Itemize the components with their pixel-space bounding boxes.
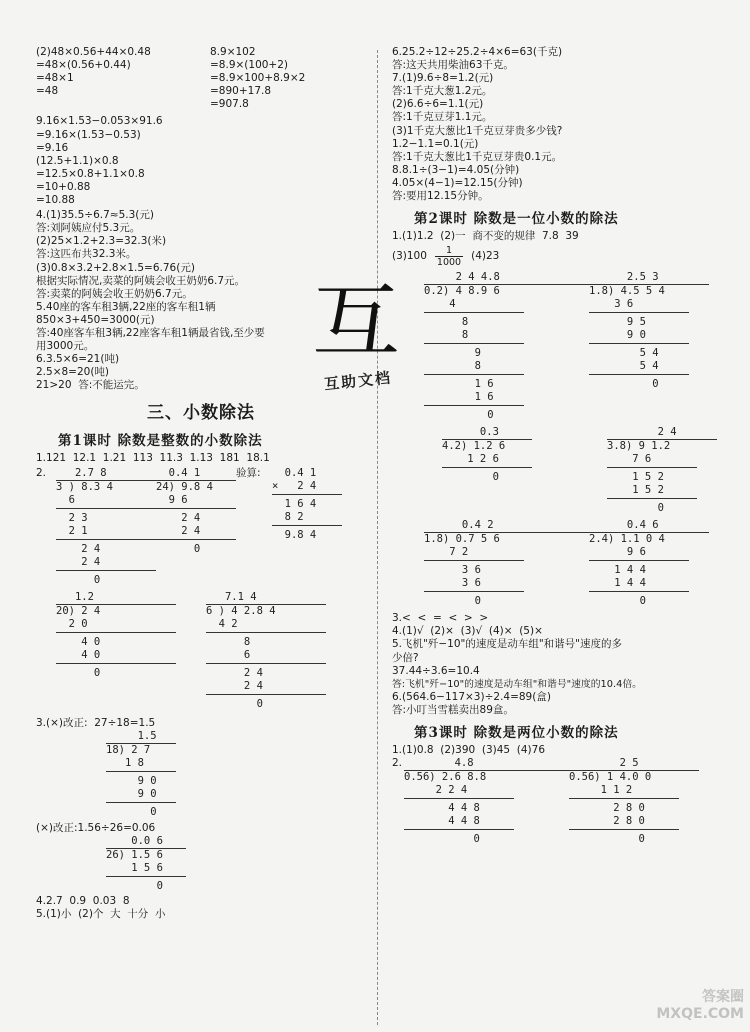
div-row: 2 0 <box>56 617 88 630</box>
answer-line: (3)0.8×3.2+2.8×1.5=6.76(元) <box>36 261 195 274</box>
answer-line: 答:1千克大葱比1千克豆芽贵0.1元。 <box>392 150 563 163</box>
div-row: 1 5 2 <box>607 484 664 497</box>
long-division-e <box>206 591 326 711</box>
div-row: 0 <box>607 502 664 515</box>
div-rule <box>56 663 176 664</box>
div-rule <box>424 560 524 561</box>
lesson2-div-row2 <box>392 426 722 515</box>
fraction-numerator: 1 <box>445 244 453 256</box>
q2-label: 2. <box>36 466 47 479</box>
watermark-logo <box>298 275 428 402</box>
div-rule <box>106 876 186 877</box>
watermark-glyph: 互 <box>312 275 400 368</box>
answer-line: 答:1千克大葱1.2元。 <box>392 85 493 98</box>
lesson-1-title: 第1课时 除数是整数的小数除法 <box>58 433 263 450</box>
div-row: 3.8) 9 1.2 <box>607 439 717 453</box>
div-row: 7 2 <box>424 546 469 559</box>
div-row: 1 1 2 <box>569 784 633 797</box>
div-row: 0 <box>569 833 645 846</box>
answer-line: 答:刘阿姨应付5.3元。 <box>36 222 141 235</box>
div-rule <box>589 312 689 313</box>
long-division-m <box>589 519 709 608</box>
div-row: 7.1 4 <box>206 590 257 603</box>
div-row: 0 <box>106 879 163 892</box>
div-rule <box>424 591 524 592</box>
verify-multiplication <box>272 467 342 587</box>
lesson2-q5-line: 37.44÷3.6=10.4 <box>392 664 480 677</box>
right-column <box>392 46 722 846</box>
div-rule <box>56 508 156 509</box>
fraction-denominator: 1000 <box>436 256 462 268</box>
lesson2-q1a: 1.(1)1.2 (2)一 商不变的规律 7.8 39 <box>392 230 579 243</box>
div-row: 2 4 <box>607 426 677 439</box>
lesson1-q3b: (×)改正:1.56÷26=0.06 <box>36 821 156 834</box>
div-rule <box>607 498 697 499</box>
long-division-f <box>106 730 366 819</box>
div-row: 2 1 <box>56 524 88 537</box>
div-rule <box>404 798 514 799</box>
div-row: 5 4 <box>589 347 659 360</box>
verify-label: 验算: <box>236 466 261 479</box>
answer-line: 4.(1)35.5÷6.7≈5.3(元) <box>36 209 154 222</box>
div-row: 1.2 <box>56 590 94 603</box>
div-row: 5 4 <box>589 360 659 373</box>
div-rule <box>206 663 326 664</box>
lesson-3-title: 第3课时 除数是两位小数的除法 <box>414 724 619 741</box>
div-row: 1 6 <box>424 391 494 404</box>
lesson1-q4: 4.2.7 0.9 0.03 8 <box>36 894 130 907</box>
calc-line: =890+17.8 <box>210 85 272 98</box>
div-row: 8 <box>424 316 469 329</box>
div-row: 2 4 <box>156 524 201 537</box>
div-rule <box>569 798 679 799</box>
div-row: 9 <box>424 347 481 360</box>
lesson2-q4: 4.(1)√ (2)× (3)√ (4)× (5)× <box>392 625 543 638</box>
mult-rule <box>272 494 342 495</box>
mult-rule <box>272 525 342 526</box>
calc-line: =8.9×100+8.9×2 <box>210 72 306 85</box>
div-row: 26) 1.5 6 <box>106 848 186 862</box>
answer-line: 8.8.1÷(3−1)=4.05(分钟) <box>392 163 520 176</box>
div-rule <box>156 508 236 509</box>
div-row: 0 <box>424 595 481 608</box>
lesson2-q5-line: 5.飞机"歼−10"的速度是动车组"和谐号"速度的多 <box>392 638 622 651</box>
long-division-d <box>56 591 176 711</box>
div-rule <box>106 802 176 803</box>
div-rule <box>424 343 524 344</box>
div-row: 8 <box>424 360 481 373</box>
div-rule <box>589 591 689 592</box>
calc-line: 9.16×1.53−0.053×91.6 <box>36 115 163 128</box>
answer-line: 答:这天共用柴油63千克。 <box>392 59 514 72</box>
div-row: 4 4 8 <box>404 802 480 815</box>
div-row: 0.3 <box>442 426 499 439</box>
div-row: 0.2) 4 8.9 6 <box>424 284 589 298</box>
div-row: 8 <box>206 635 251 648</box>
lesson2-q5-line: 答:飞机"歼−10"的速度是动车组"和谐号"速度的10.4倍。 <box>392 678 642 690</box>
div-row: 0 <box>156 542 201 555</box>
div-row: 2 4 <box>206 679 263 692</box>
fraction <box>435 245 463 268</box>
left-column <box>36 46 366 921</box>
answer-line: 2.5×8=20(吨) <box>36 366 110 379</box>
answer-line: 6.3.5×6=21(吨) <box>36 353 120 366</box>
bottom-logo <box>624 986 744 1026</box>
div-rule <box>156 539 236 540</box>
answer-line: 6.25.2÷12÷25.2÷4×6=63(千克) <box>392 46 563 58</box>
div-row: 2 2 4 <box>404 784 468 797</box>
answer-line: 5.40座的客车租3辆,22座的客车租1辆 <box>36 300 216 313</box>
div-row: 0 <box>56 573 101 586</box>
div-row: 4 4 8 <box>404 815 480 828</box>
answer-line: 7.(1)9.6÷8=1.2(元) <box>392 72 494 85</box>
answer-line: (3)1千克大葱比1千克豆芽贵多少钱? <box>392 124 563 137</box>
mult-row: 1 6 4 <box>272 497 317 510</box>
div-row: 2 4 <box>156 511 201 524</box>
div-row: 1.5 <box>106 729 157 742</box>
bottom-logo-text: 答案圈 MXQE.COM <box>656 989 744 1022</box>
lesson-2-title: 第2课时 除数是一位小数的除法 <box>414 211 619 228</box>
long-division-k <box>607 426 717 515</box>
answer-part: (4)23 <box>471 250 500 263</box>
lesson2-q5-line: 少倍? <box>392 651 419 664</box>
div-row: 1 5 6 <box>106 861 163 874</box>
calc-line: =9.16 <box>36 141 69 154</box>
answer-line: 21>20 答:不能运完。 <box>36 379 145 392</box>
div-row: 20) 2 4 <box>56 604 176 618</box>
lesson1-q3a: 3.(×)改正: 27÷18=1.5 <box>36 716 156 729</box>
div-row: 1 6 <box>424 378 494 391</box>
long-division-h <box>424 271 589 422</box>
div-row: 9 6 <box>589 546 646 559</box>
div-row: 2 5 <box>569 757 639 770</box>
div-rule <box>404 829 514 830</box>
lesson2-div-row1 <box>392 271 722 422</box>
div-row: 0.4 6 <box>589 519 659 532</box>
long-division-l <box>424 519 589 608</box>
mult-row: 0.4 1 <box>272 466 317 479</box>
div-row: 0.56) 1 4.0 0 <box>569 770 699 784</box>
answer-line: 1.2−1.1=0.1(元) <box>392 137 479 150</box>
div-row: 0 <box>56 666 101 679</box>
div-row: 1 8 <box>106 756 144 769</box>
calc-line: =48×1 <box>36 72 74 85</box>
div-row: 9 6 <box>156 493 188 506</box>
div-row: 9 0 <box>106 774 157 787</box>
div-row: 2 8 0 <box>569 802 645 815</box>
div-row: 2 4 <box>56 555 101 568</box>
div-row: 2 4 <box>206 666 263 679</box>
div-row: 4.8 <box>404 757 474 770</box>
answer-line: 答:要用12.15分钟。 <box>392 190 489 203</box>
div-rule <box>56 570 156 571</box>
calc-line: =10.88 <box>36 194 75 207</box>
div-row: 3 6 <box>424 577 481 590</box>
mult-row: 9.8 4 <box>272 528 317 541</box>
div-row: 2.4) 1.1 0 4 <box>589 532 709 546</box>
answer-line: 答:卖菜的阿姨会收王奶奶6.7元。 <box>36 287 193 300</box>
long-division-o <box>569 757 699 846</box>
div-rule <box>589 374 689 375</box>
div-row: 1 2 6 <box>442 453 499 466</box>
calc-line: =8.9×(100+2) <box>210 59 289 72</box>
div-row: 2 4 4.8 <box>424 271 500 284</box>
div-row: 4 0 <box>56 635 101 648</box>
div-row: 0.0 6 <box>106 834 163 847</box>
div-row: 4 <box>424 298 456 311</box>
mult-row: × 2 4 <box>272 479 317 492</box>
div-row: 0 <box>206 697 263 710</box>
answer-line: 答:1千克豆芽1.1元。 <box>392 111 493 124</box>
calc-line: =907.8 <box>210 98 249 111</box>
lesson1-q2-row <box>36 467 366 587</box>
div-row: 0 <box>404 833 480 846</box>
div-row: 2.7 8 <box>56 466 107 479</box>
div-row: 0 <box>442 471 499 484</box>
answer-line: (2)6.6÷6=1.1(元) <box>392 98 484 111</box>
calc-89 <box>210 46 305 111</box>
div-row: 4.2) 1.2 6 <box>442 439 532 453</box>
answer-line: 答:40座客车租3辆,22座客车租1辆最省钱,至少要 <box>36 326 265 339</box>
mult-row: 8 2 <box>272 510 304 523</box>
lesson1-q1: 1.121 12.1 1.21 113 11.3 1.13 181 18.1 <box>36 452 270 465</box>
calc-line: (2)48×0.56+44×0.48 <box>36 46 151 58</box>
section-title: 三、小数除法 <box>147 403 255 424</box>
calc-line: =48 <box>36 85 59 98</box>
div-rule <box>424 374 524 375</box>
div-row: 4 0 <box>56 648 101 661</box>
lesson1-q2-row2 <box>56 591 366 711</box>
q2-calc-pair <box>36 46 366 111</box>
div-row: 9 5 <box>589 316 646 329</box>
div-row: 0.56) 2.6 8.8 <box>404 770 569 784</box>
lesson2-div-row3 <box>392 519 722 608</box>
q2-label: 2. <box>392 757 403 770</box>
lesson2-q6-line: 答:小叮当雪糕卖出89盒。 <box>392 703 514 716</box>
div-row: 1.8) 4.5 5 4 <box>589 284 709 298</box>
div-row: 24) 9.8 4 <box>156 480 236 494</box>
calc-line: =10+0.88 <box>36 180 91 193</box>
div-rule <box>589 560 689 561</box>
div-row: 18) 2 7 <box>106 743 176 757</box>
div-rule <box>56 539 156 540</box>
watermark-text: 互助文档 <box>323 368 393 394</box>
div-row: 2 3 <box>56 511 88 524</box>
div-row: 4 2 <box>206 617 238 630</box>
div-row: 0 <box>589 378 659 391</box>
calc-line: =9.16×(1.53−0.53) <box>36 128 141 141</box>
div-row: 0 <box>106 805 157 818</box>
calc-line: 8.9×102 <box>210 46 256 58</box>
answer-line: (2)25×1.2+2.3=32.3(米) <box>36 235 167 248</box>
div-row: 2.5 3 <box>589 271 659 284</box>
div-rule <box>56 632 176 633</box>
div-rule <box>589 343 689 344</box>
div-row: 0.4 1 <box>156 466 201 479</box>
div-row: 1 4 4 <box>589 564 646 577</box>
div-row: 6 <box>206 648 251 661</box>
div-row: 1 5 2 <box>607 471 664 484</box>
div-row: 3 6 <box>589 298 634 311</box>
div-rule <box>607 467 697 468</box>
div-row: 1 4 4 <box>589 577 646 590</box>
div-row: 8 <box>424 329 469 342</box>
lesson3-q2-row <box>392 757 722 846</box>
lesson1-q5: 5.(1)小 (2)个 大 十分 小 <box>36 907 166 920</box>
div-row: 2 8 0 <box>569 815 645 828</box>
long-division-j <box>442 426 607 515</box>
long-division-b <box>156 467 236 587</box>
answer-part: (3)100 <box>392 250 427 263</box>
div-rule <box>206 694 326 695</box>
calc-block-2 <box>36 115 366 207</box>
answer-line: 根据实际情况,卖菜的阿姨会收王奶奶6.7元。 <box>36 274 246 287</box>
div-row: 9 0 <box>589 329 646 342</box>
div-row: 9 0 <box>106 787 157 800</box>
answer-line: 850×3+450=3000(元) <box>36 313 155 326</box>
calc-line: =12.5×0.8+1.1×0.8 <box>36 167 145 180</box>
div-row: 2 4 <box>56 542 101 555</box>
lesson2-q1b <box>392 243 722 269</box>
long-division-i <box>589 271 709 422</box>
answer-line: 4.05×(4−1)=12.15(分钟) <box>392 176 523 189</box>
div-rule <box>206 632 326 633</box>
lesson2-q6-line: 6.(564.6−117×3)÷2.4=89(盒) <box>392 690 551 703</box>
div-rule <box>569 829 679 830</box>
div-row: 7 6 <box>607 453 652 466</box>
div-row: 6 <box>56 493 75 506</box>
answer-line: 用3000元。 <box>36 340 95 353</box>
calc-line: (12.5+1.1)×0.8 <box>36 154 119 167</box>
long-division-n <box>404 757 569 846</box>
div-row: 0 <box>424 409 494 422</box>
div-rule <box>106 771 176 772</box>
div-row: 3 ) 8.3 4 <box>56 480 156 494</box>
lesson2-q3: 3.< < = < > > <box>392 612 489 625</box>
div-row: 3 6 <box>424 564 481 577</box>
long-division-a <box>56 467 156 587</box>
calc-48 <box>36 46 186 111</box>
div-rule <box>442 467 532 468</box>
long-division-g <box>106 835 366 893</box>
div-row: 6 ) 4 2.8 4 <box>206 604 326 618</box>
div-row: 1.8) 0.7 5 6 <box>424 532 589 546</box>
div-rule <box>424 405 524 406</box>
column-divider <box>377 50 378 1025</box>
lesson3-q1: 1.(1)0.8 (2)390 (3)45 (4)76 <box>392 743 545 756</box>
answer-line: 答:这匹布共32.3米。 <box>36 248 137 261</box>
div-rule <box>424 312 524 313</box>
calc-line: =48×(0.56+0.44) <box>36 59 131 72</box>
div-row: 0.4 2 <box>424 519 494 532</box>
div-row: 0 <box>589 595 646 608</box>
